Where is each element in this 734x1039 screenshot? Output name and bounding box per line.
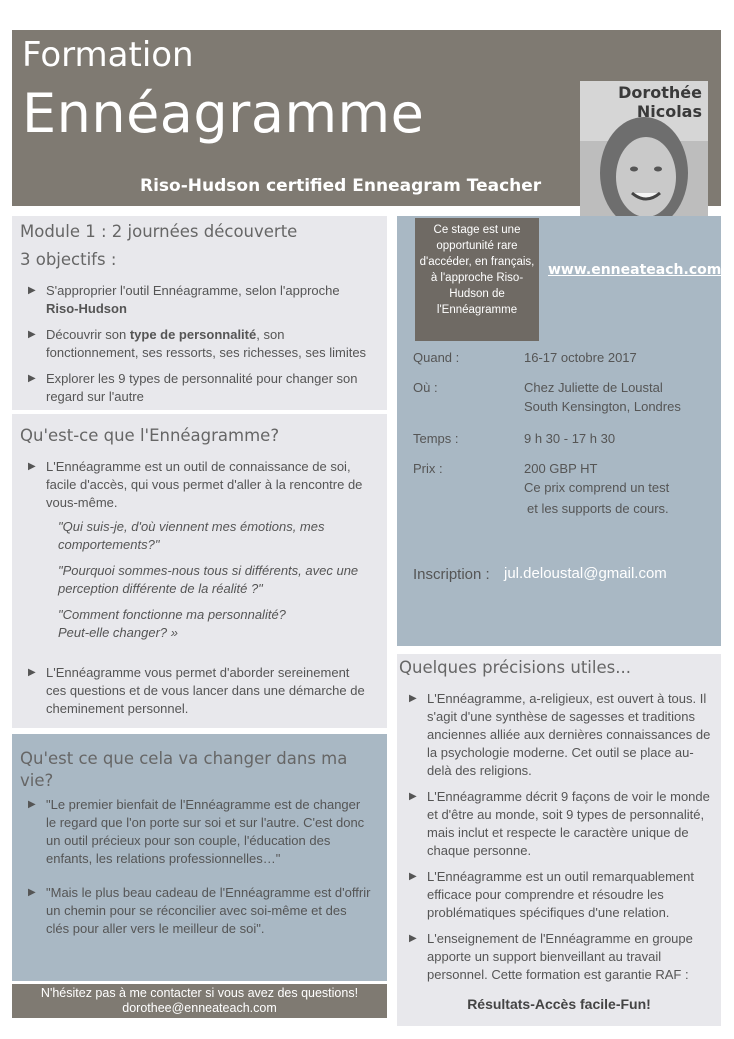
list-item: ▶ L'enseignement de l'Ennéagramme en groupe apporte un support bienveillant au travail personnel. Cette formation est garantie RAF : bbox=[409, 931, 693, 982]
change-list bbox=[28, 796, 373, 946]
list-item: ▶ Explorer les 9 types de personnalité pour changer son regard sur l'autre bbox=[28, 371, 358, 404]
registration-label: Inscription : bbox=[413, 566, 490, 583]
list-item: ▶ L'Ennéagramme décrit 9 façons de voir le monde et d'être au monde, soit 9 types de personnalité, mais inclut et respecte le caractère unique de chaque personne. bbox=[409, 789, 710, 858]
arrow-bullet-icon: ▶ bbox=[28, 285, 36, 296]
website-link[interactable]: www.enneateach.com bbox=[548, 262, 722, 278]
module-title: Module 1 : 2 journées découverte bbox=[20, 222, 298, 241]
registration-email[interactable]: jul.deloustal@gmail.com bbox=[504, 565, 667, 582]
what-is-section bbox=[12, 414, 387, 728]
arrow-bullet-icon: ▶ bbox=[28, 667, 36, 678]
location-value: Chez Juliette de Loustal South Kensington, Londres bbox=[524, 380, 681, 414]
list-item: ▶ L'Ennéagramme est un outil de connaissance de soi, facile d'accès, qui vous permet d'aller à la rencontre de vous-même. bbox=[28, 459, 363, 510]
location-label: Où : bbox=[413, 380, 438, 395]
price-label: Prix : bbox=[413, 461, 443, 476]
change-section bbox=[12, 734, 387, 981]
contact-email[interactable]: dorothee@enneateach.com bbox=[122, 1001, 277, 1015]
trainer-last-name: Nicolas bbox=[636, 102, 702, 121]
quote-text: "Comment fonctionne ma personnalité? bbox=[58, 607, 286, 622]
price-value: 200 GBP HT Ce prix comprend un test et les supports de cours. bbox=[524, 461, 670, 516]
list-item: ▶ L'Ennéagramme vous permet d'aborder sereinement ces questions et de vous lancer dans une démarche de cheminement personnel. bbox=[28, 665, 365, 716]
details-section bbox=[397, 654, 721, 1026]
change-title: Qu'est ce que cela va changer dans ma vie? bbox=[20, 749, 348, 790]
trainer-first-name: Dorothée bbox=[618, 83, 702, 102]
module-subtitle: 3 objectifs : bbox=[20, 250, 117, 269]
arrow-bullet-icon: ▶ bbox=[28, 799, 36, 810]
contact-footer bbox=[12, 984, 387, 1018]
list-item: ▶ S'approprier l'outil Ennéagramme, selon l'approche Riso-Hudson bbox=[28, 283, 340, 316]
arrow-bullet-icon: ▶ bbox=[28, 373, 36, 384]
quotes-block bbox=[28, 518, 373, 650]
details-title: Quelques précisions utiles... bbox=[399, 658, 631, 677]
what-is-outro-list bbox=[28, 664, 373, 726]
arrow-bullet-icon: ▶ bbox=[409, 871, 417, 882]
list-item: ▶ "Mais le plus beau cadeau de l'Ennéagramme est d'offrir un chemin pour se réconcilier avec soi-même et des clés pour aller vers le meilleur de soi". bbox=[28, 885, 371, 936]
time-label: Temps : bbox=[413, 431, 459, 446]
header-formation: Formation bbox=[22, 35, 194, 75]
arrow-bullet-icon: ▶ bbox=[28, 461, 36, 472]
conclusion-text: Résultats-Accès facile-Fun! bbox=[467, 996, 651, 1012]
list-item: ▶ L'Ennéagramme, a-religieux, est ouvert à tous. Il s'agit d'une synthèse de sagesses et traditions anciennes alliée aux dernières connaissances de la psychologie moderne. Cet outil se place au-delà des religions. bbox=[409, 691, 711, 778]
page-title: Ennéagramme bbox=[22, 82, 425, 145]
date-label: Quand : bbox=[413, 350, 460, 365]
list-item: ▶ Découvrir son type de personnalité, son fonctionnement, ses ressorts, ses richesses, ses limites bbox=[28, 327, 367, 360]
quote-text: Peut-elle changer? » bbox=[58, 625, 178, 640]
list-item: ▶ L'Ennéagramme est un outil remarquablement efficace pour comprendre et résoudre les problématiques spécifiques d'une relation. bbox=[409, 869, 694, 920]
quote-text: "Pourquoi sommes-nous tous si différents, avec une perception différente de la réalité ?" bbox=[58, 563, 359, 596]
what-is-title: Qu'est-ce que l'Ennéagramme? bbox=[20, 426, 280, 445]
list-item: ▶ "Le premier bienfait de l'Ennéagramme est de changer le regard que l'on porte sur soi et sur l'autre. C'est donc un outil précieux pour son couple, l'éducation des enfants, les relations professionnelles…" bbox=[28, 797, 365, 866]
time-value: 9 h 30 - 17 h 30 bbox=[524, 431, 616, 446]
header-subtitle: Riso-Hudson certified Enneagram Teacher bbox=[140, 176, 542, 196]
what-is-list bbox=[28, 458, 373, 520]
arrow-bullet-icon: ▶ bbox=[409, 693, 417, 704]
date-value: 16-17 octobre 2017 bbox=[524, 350, 637, 365]
trainer-name bbox=[618, 83, 702, 121]
quote-text: "Qui suis-je, d'où viennent mes émotions, mes comportements?" bbox=[58, 519, 325, 552]
arrow-bullet-icon: ▶ bbox=[409, 933, 417, 944]
arrow-bullet-icon: ▶ bbox=[409, 791, 417, 802]
objectives-list bbox=[28, 282, 373, 414]
arrow-bullet-icon: ▶ bbox=[28, 887, 36, 898]
arrow-bullet-icon: ▶ bbox=[28, 329, 36, 340]
contact-message: N'hésitez pas à me contacter si vous avez des questions! bbox=[40, 986, 359, 1000]
details-list bbox=[409, 690, 711, 992]
module-section bbox=[12, 216, 387, 410]
practical-info-section bbox=[397, 216, 721, 646]
info-callout: Ce stage est une opportunité rare d'accéder, en français, à l'approche Riso-Hudson de l'Ennéagramme bbox=[415, 218, 539, 341]
